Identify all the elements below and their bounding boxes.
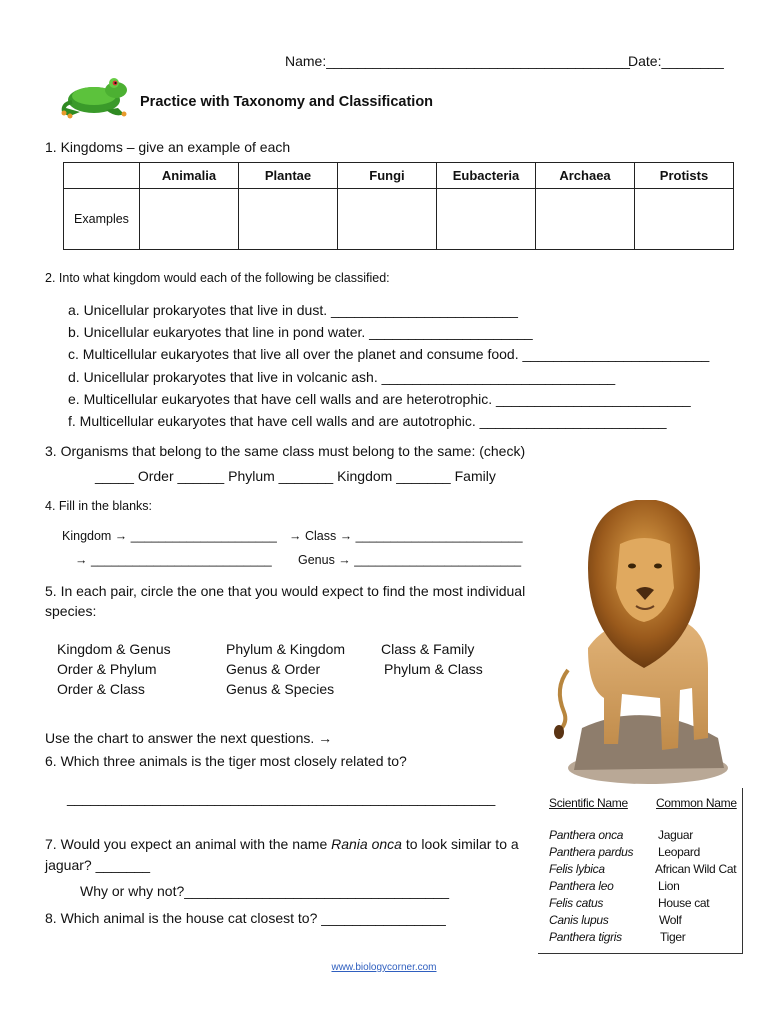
scientific-name: Felis catus: [549, 896, 604, 910]
table-row: [538, 879, 742, 896]
q5-pair[interactable]: Genus & Species: [226, 681, 335, 697]
q8-prompt[interactable]: 8. Which animal is the house cat closest to? ________________: [45, 910, 446, 926]
answer-cell-plantae[interactable]: [239, 189, 338, 250]
kingdoms-table: [63, 162, 734, 250]
lion-image: [548, 498, 748, 788]
q2-item-c[interactable]: c. Multicellular eukaryotes that live all over the planet and consume food. ________________________: [68, 346, 710, 362]
common-name: Leopard: [658, 845, 700, 859]
table-row: [538, 862, 742, 879]
q5-pair[interactable]: Order & Phylum: [57, 661, 157, 677]
common-name: Wolf: [659, 913, 682, 927]
table-header-cell: Animalia: [140, 163, 239, 189]
table-header-cell: Protists: [635, 163, 734, 189]
table-row: [538, 828, 742, 845]
q6-answer-line[interactable]: _______________________________________________________: [67, 790, 496, 806]
frog-icon: [58, 74, 132, 120]
q2-item-e[interactable]: e. Multicellular eukaryotes that have cell walls and are heterotrophic. _________________________: [68, 391, 691, 407]
chart-note: Use the chart to answer the next questions. →: [45, 730, 333, 746]
q5-pair[interactable]: Genus & Order: [226, 661, 321, 677]
scientific-name: Panthera pardus: [549, 845, 634, 859]
footer: [0, 962, 768, 973]
q7-prompt: [45, 836, 519, 852]
q2-item-d[interactable]: d. Unicellular prokaryotes that live in volcanic ash. ______________________________: [68, 369, 616, 385]
table-row: [538, 930, 742, 947]
footer-link[interactable]: www.biologycorner.com: [331, 962, 437, 973]
table-header-cell: Archaea: [536, 163, 635, 189]
table-header-cell: Eubacteria: [437, 163, 536, 189]
answer-cell-eubacteria[interactable]: [437, 189, 536, 250]
common-name: House cat: [658, 896, 710, 910]
q5-prompt-cont: species:: [45, 603, 97, 619]
q5-pair[interactable]: Phylum & Kingdom: [226, 641, 346, 657]
q1-prompt: 1. Kingdoms – give an example of each: [45, 139, 291, 155]
header-scientific-name: Scientific Name: [549, 796, 628, 810]
q2-item-b[interactable]: b. Unicellular eukaryotes that line in pond water. _____________________: [68, 324, 533, 340]
q7-answer[interactable]: jaguar? _______: [45, 857, 151, 873]
table-header-row: [64, 163, 734, 189]
answer-cell-fungi[interactable]: [338, 189, 437, 250]
table-row: [64, 189, 734, 250]
q7-species-name: Rania onca: [331, 836, 402, 852]
species-names-table: [538, 788, 743, 954]
name-field[interactable]: Name:_______________________________________: [285, 53, 630, 69]
common-name: African Wild Cat: [655, 862, 737, 876]
answer-cell-animalia[interactable]: [140, 189, 239, 250]
q4-line2-genus[interactable]: Genus → ________________________: [298, 553, 522, 567]
q5-prompt: 5. In each pair, circle the one that you would expect to find the most individual: [45, 583, 526, 599]
q7-prompt-start: 7. Would you expect an animal with the name: [45, 836, 332, 852]
q7-prompt-end: to look similar to a: [401, 836, 519, 852]
q4-line1-kingdom[interactable]: Kingdom → _____________________: [62, 529, 277, 543]
scientific-name: Canis lupus: [549, 913, 609, 927]
table-corner-cell: [64, 163, 140, 189]
answer-cell-protists[interactable]: [635, 189, 734, 250]
table-header-cell: Plantae: [239, 163, 338, 189]
answer-cell-archaea[interactable]: [536, 189, 635, 250]
scientific-name: Panthera onca: [549, 828, 624, 842]
q5-pair[interactable]: Order & Class: [57, 681, 145, 697]
scientific-name: Panthera leo: [549, 879, 614, 893]
table-row: [538, 896, 742, 913]
q3-prompt: 3. Organisms that belong to the same class must belong to the same: (check): [45, 443, 526, 459]
table-header-cell: Fungi: [338, 163, 437, 189]
q6-prompt: 6. Which three animals is the tiger most closely related to?: [45, 753, 407, 769]
scientific-name: Felis lybica: [549, 862, 605, 876]
q5-pair[interactable]: Class & Family: [381, 641, 475, 657]
table-row: [538, 845, 742, 862]
common-name: Tiger: [660, 930, 686, 944]
q2-prompt: 2. Into what kingdom would each of the following be classified:: [45, 271, 390, 285]
q4-prompt: 4. Fill in the blanks:: [45, 499, 152, 513]
common-name: Jaguar: [658, 828, 693, 842]
table-row: [538, 913, 742, 930]
row-label: Examples: [64, 189, 140, 250]
q2-item-f[interactable]: f. Multicellular eukaryotes that have cell walls and are autotrophic. ________________________: [68, 413, 667, 429]
date-field[interactable]: Date:________: [628, 53, 724, 69]
q2-item-a[interactable]: a. Unicellular prokaryotes that live in dust. ________________________: [68, 302, 518, 318]
q4-line2-blank[interactable]: → __________________________: [75, 553, 272, 567]
common-name: Lion: [658, 879, 680, 893]
q4-line1-class[interactable]: → Class → ________________________: [289, 529, 523, 543]
q3-options[interactable]: _____ Order ______ Phylum _______ Kingdom _______ Family: [95, 468, 496, 484]
q5-pair[interactable]: Kingdom & Genus: [57, 641, 171, 657]
scientific-name: Panthera tigris: [549, 930, 622, 944]
q7-why[interactable]: Why or why not?__________________________________: [80, 883, 449, 899]
header-common-name: Common Name: [656, 796, 737, 810]
page-title: Practice with Taxonomy and Classification: [140, 94, 434, 110]
q5-pair[interactable]: Phylum & Class: [384, 661, 483, 677]
